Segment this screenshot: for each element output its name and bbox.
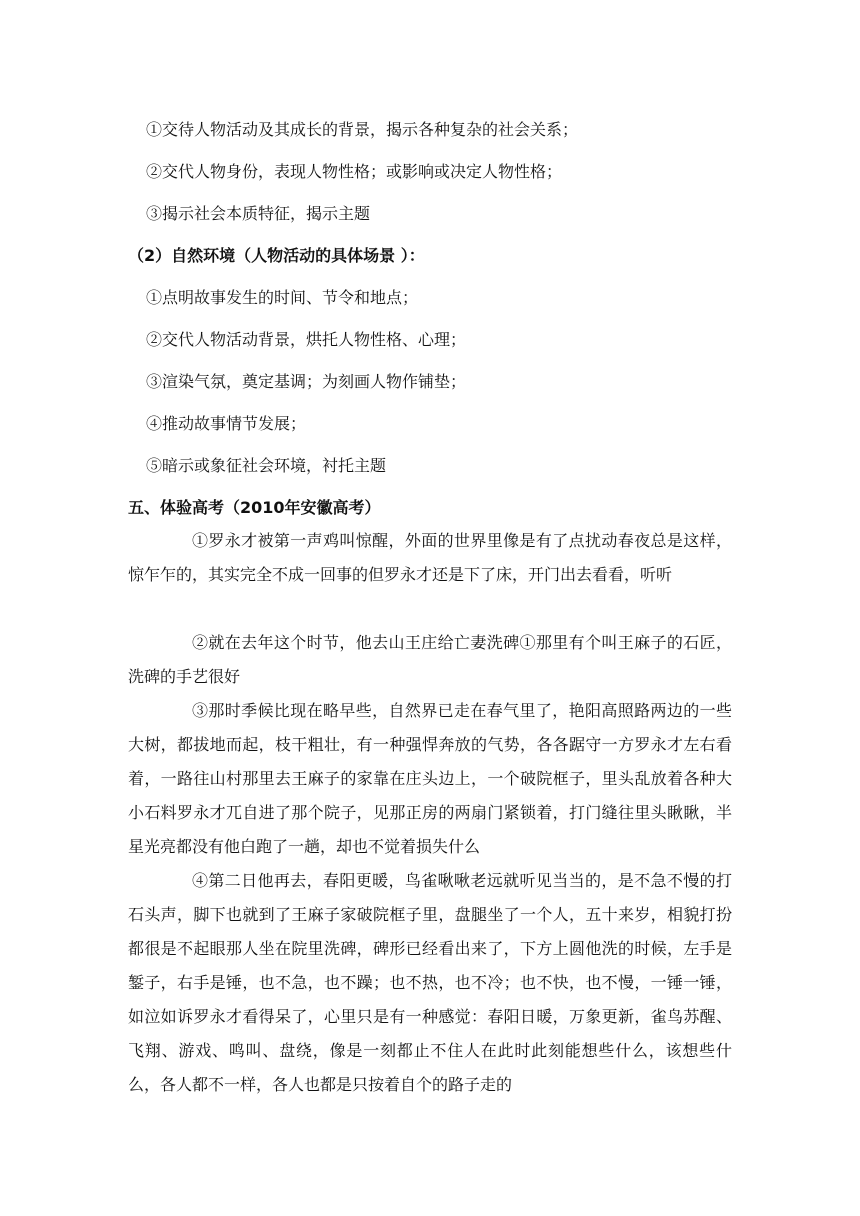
natural-env-item-5: ⑤暗示或象征社会环境，衬托主题	[146, 456, 387, 475]
paragraph-2: ②就在去年这个时节，他去山王庄给亡妻洗碑①那里有个叫王麻子的石匠，洗碑的手艺很好	[128, 633, 732, 686]
paragraph-1: ①罗永才被第一声鸡叫惊醒，外面的世界里像是有了点扰动春夜总是这样，惊乍乍的，其实完全不成一回事的但罗永才还是下了床，开门出去看看，听听	[128, 531, 732, 584]
social-env-item-1: ①交待人物活动及其成长的背景，揭示各种复杂的社会关系；	[146, 120, 579, 139]
paragraph-3: ③那时季候比现在略早些，自然界已走在春气里了，艳阳高照路两边的一些大树，都拔地而起，枝干粗壮，有一种强悍奔放的气势，各各踞守一方罗永才左右看着，一路往山村那里去王麻子的家靠在庄头边上，一个破院框子，里头乱放着各种大小石料罗永才兀自进了那个院子，见那正房的两扇门紧锁着，打门缝往里头瞅瞅，半星光亮都没有他白跑了一趟，却也不觉着损失什么	[128, 701, 732, 856]
paragraph-4: ④第二日他再去，春阳更暖，鸟雀啾啾老远就听见当当的，是不急不慢的打石头声，脚下也就到了王麻子家破院框子里，盘腿坐了一个人，五十来岁，相貌打扮都很是不起眼那人坐在院里洗碑，碑形已经看出来了，下方上圆他洗的时候，左手是錾子，右手是锤，也不急，也不躁；也不热，也不冷；也不快，也不慢，一锤一锤，如泣如诉罗永才看得呆了，心里只是有一种感觉：春阳日暖，万象更新，雀鸟苏醒、飞翔、游戏、鸣叫、盘绕，像是一刻都止不住人在此时此刻能想些什么，该想些什么，各人都不一样，各人也都是只按着自个的路子走的	[128, 871, 732, 1094]
natural-env-item-4: ④推动故事情节发展；	[146, 414, 307, 433]
social-env-item-2: ②交代人物身份，表现人物性格；或影响或决定人物性格；	[146, 162, 563, 181]
section5-heading: 五、体验高考（2010年安徽高考）	[128, 498, 381, 517]
natural-env-item-3: ③渲染气氛，奠定基调；为刻画人物作铺垫；	[146, 372, 467, 391]
natural-env-heading: （2）自然环境（人物活动的具体场景 ）：	[128, 246, 425, 265]
social-env-item-3: ③揭示社会本质特征，揭示主题	[146, 204, 371, 223]
natural-env-item-1: ①点明故事发生的时间、节令和地点；	[146, 288, 419, 307]
natural-env-item-2: ②交代人物活动背景，烘托人物性格、心理；	[146, 330, 467, 349]
